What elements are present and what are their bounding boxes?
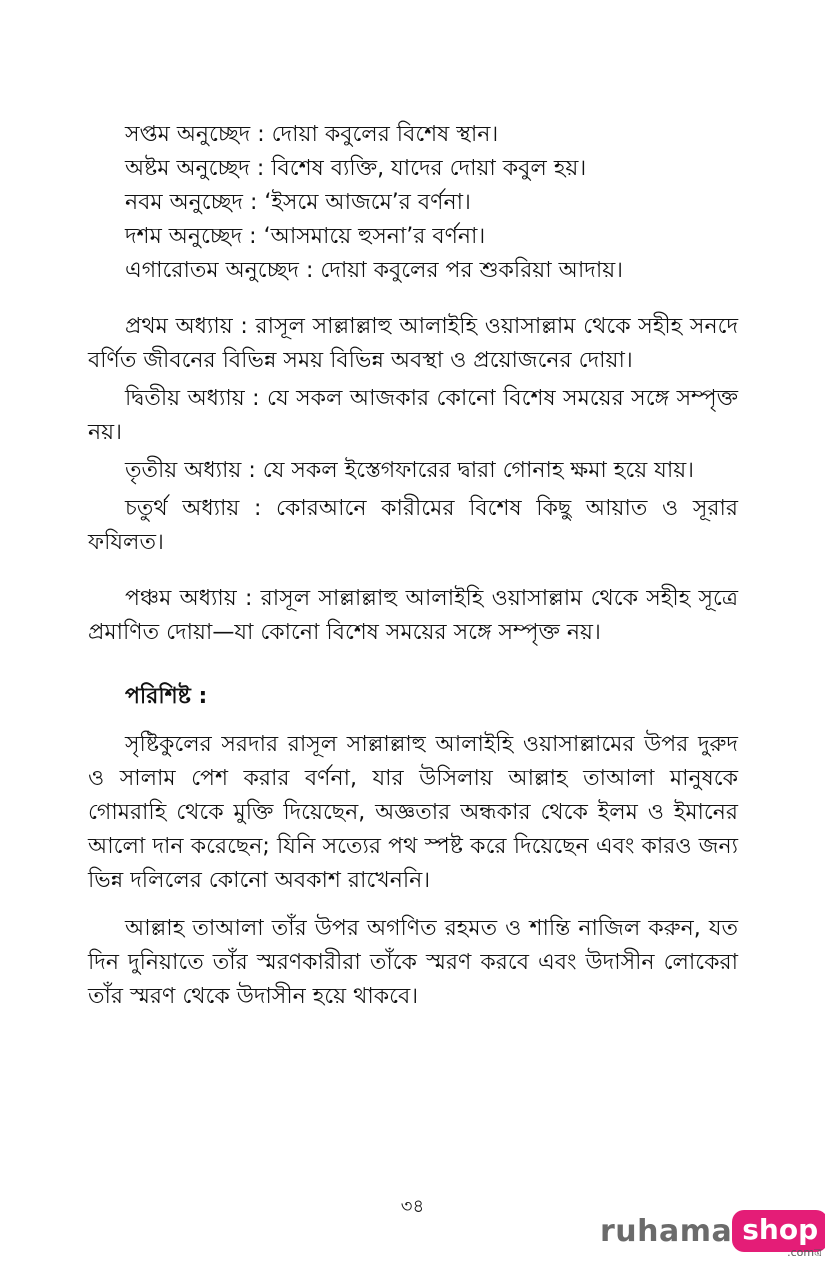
list-item: দশম অনুচ্ছেদ : ‘আসমায়ে হুসনা’র বর্ণনা।	[125, 224, 486, 249]
chapter-block-2	[88, 582, 738, 650]
list-item: এগারোতম অনুচ্ছেদ : দোয়া কবুলের পর শুকরিয়া আদায়।	[125, 258, 624, 283]
page-number: ৩৪	[400, 1196, 425, 1217]
logo-text-ruhama: ruhama	[600, 1214, 733, 1249]
appendix-heading: পরিশিষ্ট :	[125, 684, 208, 709]
section-list	[88, 118, 738, 288]
logo-subtext: .comত্র	[787, 1246, 823, 1259]
chapter-paragraph: পঞ্চম অধ্যায় : রাসূল সাল্লাল্লাহু আলাইহি ওয়াসাল্লাম থেকে সহীহ সূত্রে প্রমাণিত দোয়া—যা কোনো বিশেষ সময়ের সঙ্গে সম্পৃক্ত নয়।	[88, 586, 738, 645]
ruhamashop-logo	[600, 1212, 825, 1262]
document-page	[88, 118, 738, 1014]
chapter-paragraph: চতুর্থ অধ্যায় : কোরআনে কারীমের বিশেষ কিছু আয়াত ও সূরার ফযিলত।	[88, 496, 738, 555]
chapter-paragraph: তৃতীয় অধ্যায় : যে সকল ইস্তেগফারের দ্বারা গোনাহ ক্ষমা হয়ে যায়।	[125, 458, 695, 483]
appendix-body	[88, 728, 738, 1014]
chapter-paragraph: দ্বিতীয় অধ্যায় : যে সকল আজকার কোনো বিশেষ সময়ের সঙ্গে সম্পৃক্ত নয়।	[88, 386, 738, 445]
list-item: সপ্তম অনুচ্ছেদ : দোয়া কবুলের বিশেষ স্থান।	[125, 122, 499, 147]
list-item: নবম অনুচ্ছেদ : ‘ইসমে আজমে’র বর্ণনা।	[125, 190, 471, 215]
list-item: অষ্টম অনুচ্ছেদ : বিশেষ ব্যক্তি, যাদের দোয়া কবুল হয়।	[125, 156, 587, 181]
appendix-paragraph: আল্লাহ তাআলা তাঁর উপর অগণিত রহমত ও শান্তি নাজিল করুন, যত দিন দুনিয়াতে তাঁর স্মরণকারীরা তাঁকে স্মরণ করবে এবং উদাসীন লোকেরা তাঁর স্মরণ থেকে উদাসীন হয়ে থাকবে।	[88, 916, 738, 1009]
logo-badge-shop	[734, 1212, 825, 1259]
appendix-paragraph: সৃষ্টিকুলের সরদার রাসূল সাল্লাল্লাহু আলাইহি ওয়াসাল্লামের উপর দুরুদ ও সালাম পেশ করার বর্ণনা, যার উসিলায় আল্লাহ তাআলা মানুষকে গোমরাহি থেকে মুক্তি দিয়েছেন, অজ্ঞতার অন্ধকার থেকে ইলম ও ইমানের আলো দান করেছেন; যিনি সত্যের পথ স্পষ্ট করে দিয়েছেন এবং কারও জন্য ভিন্ন দলিলের কোনো অবকাশ রাখেননি।	[88, 732, 738, 893]
chapter-block-1	[88, 310, 738, 560]
logo-text-shop: shop	[742, 1213, 819, 1246]
chapter-paragraph: প্রথম অধ্যায় : রাসূল সাল্লাল্লাহু আলাইহি ওয়াসাল্লাম থেকে সহীহ সনদে বর্ণিত জীবনের বিভিন্ন সময় বিভিন্ন অবস্থা ও প্রয়োজনের দোয়া।	[88, 314, 738, 373]
